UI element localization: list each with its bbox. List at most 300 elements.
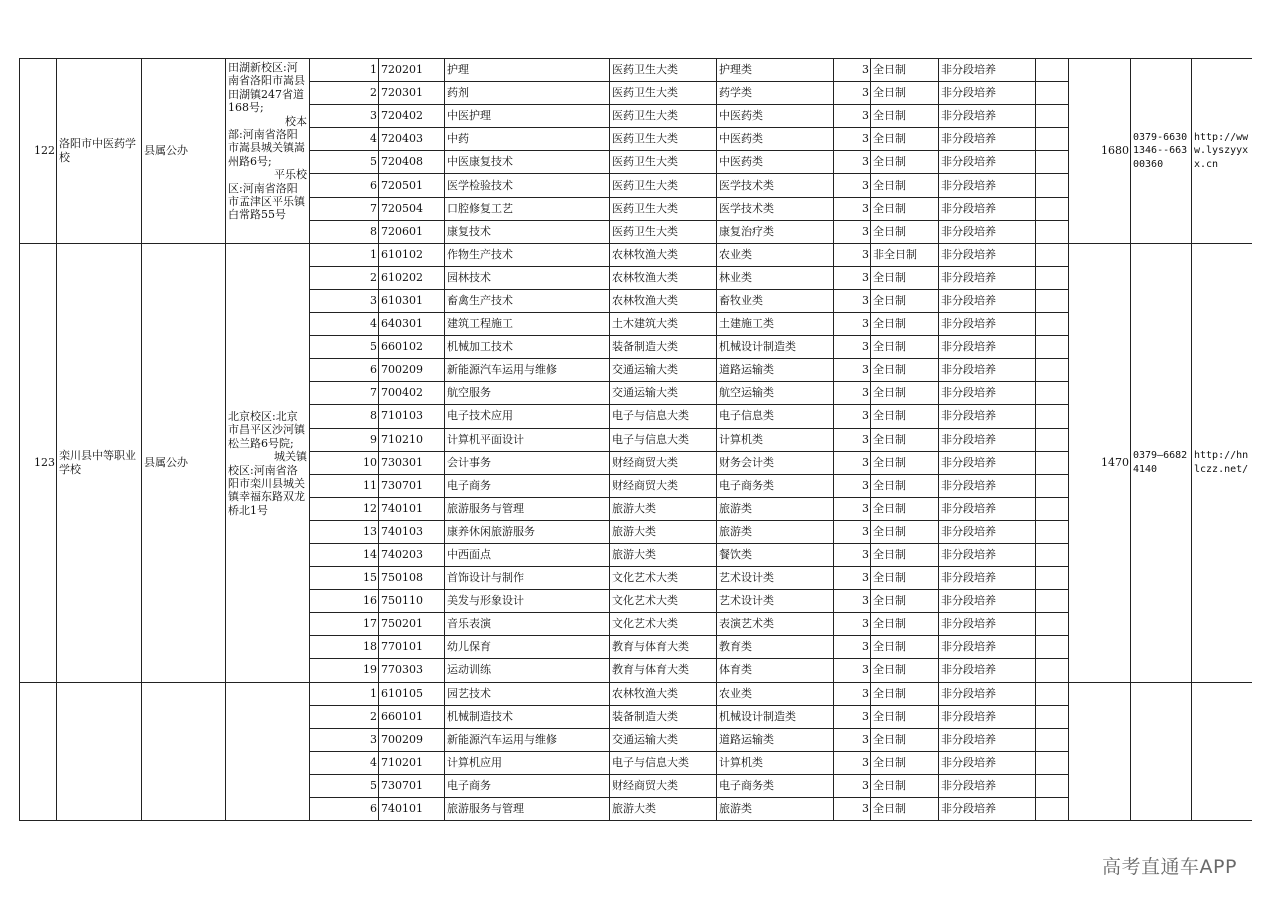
enrollment-table bbox=[19, 58, 1252, 821]
major-category: 医药卫生大类 bbox=[610, 220, 717, 243]
major-code: 740103 bbox=[379, 520, 445, 543]
study-mode: 全日制 bbox=[871, 82, 939, 105]
watermark-text: 高考直通车APP bbox=[1102, 856, 1237, 878]
study-years: 3 bbox=[834, 313, 871, 336]
training-mode: 非分段培养 bbox=[939, 266, 1036, 289]
address-line: 校区:河南省洛阳市栾川县城关镇幸福东路双龙桥北1号 bbox=[228, 463, 305, 517]
major-seq: 13 bbox=[310, 520, 379, 543]
major-class: 护理类 bbox=[717, 59, 834, 82]
major-name: 中西面点 bbox=[445, 543, 610, 566]
major-category: 医药卫生大类 bbox=[610, 59, 717, 82]
study-mode: 全日制 bbox=[871, 751, 939, 774]
major-class: 机械设计制造类 bbox=[717, 705, 834, 728]
study-mode: 全日制 bbox=[871, 590, 939, 613]
training-mode: 非分段培养 bbox=[939, 313, 1036, 336]
study-years: 3 bbox=[834, 659, 871, 682]
major-name: 新能源汽车运用与维修 bbox=[445, 728, 610, 751]
address-line: 北京校区:北京市昌平区沙河镇松兰路6号院; bbox=[228, 410, 305, 450]
major-seq: 7 bbox=[310, 197, 379, 220]
major-code: 730701 bbox=[379, 474, 445, 497]
major-class: 畜牧业类 bbox=[717, 289, 834, 312]
blank-cell bbox=[1036, 659, 1069, 682]
address-line: 城关镇 bbox=[274, 450, 307, 464]
major-class: 旅游类 bbox=[717, 798, 834, 821]
major-code: 720402 bbox=[379, 105, 445, 128]
blank-cell bbox=[1036, 289, 1069, 312]
address-line: 田湖新校区:河南省洛阳市嵩县田湖镇247省道168号; bbox=[228, 61, 305, 115]
major-code: 770101 bbox=[379, 636, 445, 659]
major-seq: 2 bbox=[310, 705, 379, 728]
table-body bbox=[20, 59, 1253, 821]
blank-cell bbox=[1036, 313, 1069, 336]
school-type: 县属公办 bbox=[142, 243, 226, 682]
blank-cell bbox=[1036, 543, 1069, 566]
major-seq: 9 bbox=[310, 428, 379, 451]
study-mode: 全日制 bbox=[871, 128, 939, 151]
study-mode: 全日制 bbox=[871, 59, 939, 82]
study-years: 3 bbox=[834, 151, 871, 174]
contact-phone: 0379-66301346--66300360 bbox=[1131, 59, 1192, 244]
major-code: 730301 bbox=[379, 451, 445, 474]
major-name: 幼儿保育 bbox=[445, 636, 610, 659]
major-name: 航空服务 bbox=[445, 382, 610, 405]
major-class: 餐饮类 bbox=[717, 543, 834, 566]
study-years: 3 bbox=[834, 520, 871, 543]
blank-cell bbox=[1036, 174, 1069, 197]
study-years: 3 bbox=[834, 382, 871, 405]
table-row bbox=[20, 243, 1253, 266]
major-name: 园艺技术 bbox=[445, 682, 610, 705]
study-years: 3 bbox=[834, 682, 871, 705]
study-mode: 全日制 bbox=[871, 359, 939, 382]
major-code: 750201 bbox=[379, 613, 445, 636]
study-mode: 全日制 bbox=[871, 266, 939, 289]
study-mode: 全日制 bbox=[871, 405, 939, 428]
major-code: 710201 bbox=[379, 751, 445, 774]
major-seq: 4 bbox=[310, 313, 379, 336]
table-row bbox=[20, 682, 1253, 705]
major-category: 文化艺术大类 bbox=[610, 567, 717, 590]
study-mode: 全日制 bbox=[871, 567, 939, 590]
major-category: 旅游大类 bbox=[610, 543, 717, 566]
study-years: 3 bbox=[834, 751, 871, 774]
major-category: 旅游大类 bbox=[610, 497, 717, 520]
study-years: 3 bbox=[834, 336, 871, 359]
major-seq: 2 bbox=[310, 266, 379, 289]
major-name: 药剂 bbox=[445, 82, 610, 105]
training-mode: 非分段培养 bbox=[939, 774, 1036, 797]
major-name: 机械加工技术 bbox=[445, 336, 610, 359]
major-seq: 17 bbox=[310, 613, 379, 636]
study-mode: 全日制 bbox=[871, 197, 939, 220]
major-seq: 6 bbox=[310, 174, 379, 197]
blank-cell bbox=[1036, 728, 1069, 751]
contact-phone bbox=[1131, 682, 1192, 821]
study-mode: 全日制 bbox=[871, 728, 939, 751]
major-seq: 1 bbox=[310, 243, 379, 266]
school-address bbox=[226, 682, 310, 821]
major-seq: 4 bbox=[310, 751, 379, 774]
blank-cell bbox=[1036, 266, 1069, 289]
major-code: 610102 bbox=[379, 243, 445, 266]
major-code: 720403 bbox=[379, 128, 445, 151]
blank-cell bbox=[1036, 613, 1069, 636]
blank-cell bbox=[1036, 428, 1069, 451]
major-code: 700209 bbox=[379, 728, 445, 751]
school-name: 洛阳市中医药学校 bbox=[57, 59, 142, 244]
major-category: 交通运输大类 bbox=[610, 382, 717, 405]
study-mode: 全日制 bbox=[871, 497, 939, 520]
training-mode: 非分段培养 bbox=[939, 405, 1036, 428]
study-mode: 全日制 bbox=[871, 105, 939, 128]
study-mode: 全日制 bbox=[871, 613, 939, 636]
major-class: 中医药类 bbox=[717, 151, 834, 174]
major-code: 740101 bbox=[379, 798, 445, 821]
school-type: 县属公办 bbox=[142, 59, 226, 244]
study-years: 3 bbox=[834, 82, 871, 105]
training-mode: 非分段培养 bbox=[939, 474, 1036, 497]
major-class: 旅游类 bbox=[717, 497, 834, 520]
study-mode: 全日制 bbox=[871, 220, 939, 243]
major-code: 710210 bbox=[379, 428, 445, 451]
table-row bbox=[20, 59, 1253, 82]
blank-cell bbox=[1036, 751, 1069, 774]
major-seq: 6 bbox=[310, 359, 379, 382]
training-mode: 非分段培养 bbox=[939, 728, 1036, 751]
website-link[interactable]: http://hnlczz.net/ bbox=[1192, 243, 1253, 682]
training-mode: 非分段培养 bbox=[939, 451, 1036, 474]
blank-cell bbox=[1036, 451, 1069, 474]
school-index: 123 bbox=[20, 243, 57, 682]
major-class: 电子商务类 bbox=[717, 774, 834, 797]
address-line: 部:河南省洛阳市嵩县城关镇嵩州路6号; bbox=[228, 128, 305, 168]
study-years: 3 bbox=[834, 59, 871, 82]
major-seq: 1 bbox=[310, 59, 379, 82]
training-mode: 非分段培养 bbox=[939, 243, 1036, 266]
major-name: 运动训练 bbox=[445, 659, 610, 682]
training-mode: 非分段培养 bbox=[939, 336, 1036, 359]
major-name: 电子商务 bbox=[445, 774, 610, 797]
major-code: 740203 bbox=[379, 543, 445, 566]
study-mode: 全日制 bbox=[871, 543, 939, 566]
study-years: 3 bbox=[834, 105, 871, 128]
training-mode: 非分段培养 bbox=[939, 798, 1036, 821]
major-code: 700209 bbox=[379, 359, 445, 382]
study-years: 3 bbox=[834, 359, 871, 382]
study-years: 3 bbox=[834, 567, 871, 590]
major-category: 医药卫生大类 bbox=[610, 174, 717, 197]
major-category: 电子与信息大类 bbox=[610, 428, 717, 451]
major-class: 医学技术类 bbox=[717, 174, 834, 197]
major-name: 机械制造技术 bbox=[445, 705, 610, 728]
study-mode: 全日制 bbox=[871, 289, 939, 312]
major-code: 720201 bbox=[379, 59, 445, 82]
major-code: 740101 bbox=[379, 497, 445, 520]
major-seq: 11 bbox=[310, 474, 379, 497]
blank-cell bbox=[1036, 359, 1069, 382]
major-name: 中药 bbox=[445, 128, 610, 151]
major-category: 财经商贸大类 bbox=[610, 774, 717, 797]
study-years: 3 bbox=[834, 774, 871, 797]
school-name: 栾川县中等职业学校 bbox=[57, 243, 142, 682]
training-mode: 非分段培养 bbox=[939, 105, 1036, 128]
major-seq: 10 bbox=[310, 451, 379, 474]
school-type bbox=[142, 682, 226, 821]
website-link[interactable] bbox=[1192, 682, 1253, 821]
study-years: 3 bbox=[834, 636, 871, 659]
major-seq: 16 bbox=[310, 590, 379, 613]
major-code: 720504 bbox=[379, 197, 445, 220]
major-code: 660102 bbox=[379, 336, 445, 359]
major-seq: 6 bbox=[310, 798, 379, 821]
school-index bbox=[20, 682, 57, 821]
major-seq: 5 bbox=[310, 774, 379, 797]
major-class: 医学技术类 bbox=[717, 197, 834, 220]
study-years: 3 bbox=[834, 174, 871, 197]
study-years: 3 bbox=[834, 474, 871, 497]
training-mode: 非分段培养 bbox=[939, 82, 1036, 105]
blank-cell bbox=[1036, 798, 1069, 821]
study-years: 3 bbox=[834, 728, 871, 751]
major-code: 700402 bbox=[379, 382, 445, 405]
training-mode: 非分段培养 bbox=[939, 659, 1036, 682]
website-link[interactable]: http://www.lyszyyxx.cn bbox=[1192, 59, 1253, 244]
major-code: 710103 bbox=[379, 405, 445, 428]
study-mode: 全日制 bbox=[871, 151, 939, 174]
major-seq: 3 bbox=[310, 289, 379, 312]
major-code: 640301 bbox=[379, 313, 445, 336]
major-seq: 3 bbox=[310, 105, 379, 128]
major-code: 720601 bbox=[379, 220, 445, 243]
major-category: 医药卫生大类 bbox=[610, 105, 717, 128]
major-code: 750108 bbox=[379, 567, 445, 590]
major-code: 730701 bbox=[379, 774, 445, 797]
major-category: 交通运输大类 bbox=[610, 728, 717, 751]
address-line: 平乐校 bbox=[274, 168, 307, 182]
blank-cell bbox=[1036, 405, 1069, 428]
study-years: 3 bbox=[834, 543, 871, 566]
blank-cell bbox=[1036, 520, 1069, 543]
study-years: 3 bbox=[834, 590, 871, 613]
major-seq: 15 bbox=[310, 567, 379, 590]
training-mode: 非分段培养 bbox=[939, 428, 1036, 451]
blank-cell bbox=[1036, 636, 1069, 659]
study-years: 3 bbox=[834, 405, 871, 428]
study-years: 3 bbox=[834, 451, 871, 474]
study-years: 3 bbox=[834, 428, 871, 451]
major-category: 农林牧渔大类 bbox=[610, 266, 717, 289]
study-mode: 全日制 bbox=[871, 382, 939, 405]
study-years: 3 bbox=[834, 197, 871, 220]
enrollment-count: 1680 bbox=[1069, 59, 1131, 244]
study-mode: 全日制 bbox=[871, 798, 939, 821]
school-address bbox=[226, 243, 310, 682]
major-category: 教育与体育大类 bbox=[610, 659, 717, 682]
major-class: 农业类 bbox=[717, 682, 834, 705]
major-name: 康养休闲旅游服务 bbox=[445, 520, 610, 543]
major-seq: 5 bbox=[310, 336, 379, 359]
major-category: 文化艺术大类 bbox=[610, 613, 717, 636]
blank-cell bbox=[1036, 220, 1069, 243]
school-index: 122 bbox=[20, 59, 57, 244]
study-mode: 全日制 bbox=[871, 474, 939, 497]
major-class: 林业类 bbox=[717, 266, 834, 289]
study-mode: 全日制 bbox=[871, 451, 939, 474]
study-mode: 非全日制 bbox=[871, 243, 939, 266]
study-mode: 全日制 bbox=[871, 659, 939, 682]
major-class: 道路运输类 bbox=[717, 359, 834, 382]
training-mode: 非分段培养 bbox=[939, 289, 1036, 312]
training-mode: 非分段培养 bbox=[939, 382, 1036, 405]
major-category: 交通运输大类 bbox=[610, 359, 717, 382]
study-years: 3 bbox=[834, 243, 871, 266]
major-name: 建筑工程施工 bbox=[445, 313, 610, 336]
major-code: 720501 bbox=[379, 174, 445, 197]
study-mode: 全日制 bbox=[871, 174, 939, 197]
major-class: 道路运输类 bbox=[717, 728, 834, 751]
major-seq: 14 bbox=[310, 543, 379, 566]
training-mode: 非分段培养 bbox=[939, 497, 1036, 520]
major-seq: 8 bbox=[310, 405, 379, 428]
major-code: 610301 bbox=[379, 289, 445, 312]
major-code: 660101 bbox=[379, 705, 445, 728]
blank-cell bbox=[1036, 382, 1069, 405]
blank-cell bbox=[1036, 497, 1069, 520]
blank-cell bbox=[1036, 105, 1069, 128]
major-name: 电子技术应用 bbox=[445, 405, 610, 428]
major-name: 音乐表演 bbox=[445, 613, 610, 636]
study-years: 3 bbox=[834, 289, 871, 312]
enrollment-table-sheet bbox=[19, 58, 1252, 827]
major-name: 首饰设计与制作 bbox=[445, 567, 610, 590]
major-class: 表演艺术类 bbox=[717, 613, 834, 636]
training-mode: 非分段培养 bbox=[939, 682, 1036, 705]
major-class: 航空运输类 bbox=[717, 382, 834, 405]
major-category: 装备制造大类 bbox=[610, 705, 717, 728]
study-years: 3 bbox=[834, 266, 871, 289]
major-category: 教育与体育大类 bbox=[610, 636, 717, 659]
blank-cell bbox=[1036, 567, 1069, 590]
major-name: 医学检验技术 bbox=[445, 174, 610, 197]
major-name: 康复技术 bbox=[445, 220, 610, 243]
study-years: 3 bbox=[834, 128, 871, 151]
major-seq: 1 bbox=[310, 682, 379, 705]
major-name: 新能源汽车运用与维修 bbox=[445, 359, 610, 382]
major-class: 中医药类 bbox=[717, 128, 834, 151]
training-mode: 非分段培养 bbox=[939, 705, 1036, 728]
major-seq: 8 bbox=[310, 220, 379, 243]
major-code: 610202 bbox=[379, 266, 445, 289]
major-seq: 12 bbox=[310, 497, 379, 520]
major-name: 口腔修复工艺 bbox=[445, 197, 610, 220]
blank-cell bbox=[1036, 151, 1069, 174]
major-category: 农林牧渔大类 bbox=[610, 682, 717, 705]
study-years: 3 bbox=[834, 613, 871, 636]
contact-phone: 0379—66824140 bbox=[1131, 243, 1192, 682]
major-class: 中医药类 bbox=[717, 105, 834, 128]
major-class: 教育类 bbox=[717, 636, 834, 659]
blank-cell bbox=[1036, 336, 1069, 359]
major-class: 电子信息类 bbox=[717, 405, 834, 428]
school-name bbox=[57, 682, 142, 821]
major-seq: 19 bbox=[310, 659, 379, 682]
study-mode: 全日制 bbox=[871, 774, 939, 797]
training-mode: 非分段培养 bbox=[939, 751, 1036, 774]
major-code: 720301 bbox=[379, 82, 445, 105]
major-name: 计算机平面设计 bbox=[445, 428, 610, 451]
major-category: 旅游大类 bbox=[610, 520, 717, 543]
training-mode: 非分段培养 bbox=[939, 543, 1036, 566]
major-name: 会计事务 bbox=[445, 451, 610, 474]
address-line: 区:河南省洛阳市孟津区平乐镇白常路55号 bbox=[228, 181, 305, 222]
study-mode: 全日制 bbox=[871, 682, 939, 705]
major-category: 土木建筑大类 bbox=[610, 313, 717, 336]
training-mode: 非分段培养 bbox=[939, 520, 1036, 543]
major-code: 750110 bbox=[379, 590, 445, 613]
major-class: 旅游类 bbox=[717, 520, 834, 543]
blank-cell bbox=[1036, 243, 1069, 266]
blank-cell bbox=[1036, 774, 1069, 797]
blank-cell bbox=[1036, 197, 1069, 220]
major-class: 电子商务类 bbox=[717, 474, 834, 497]
major-category: 财经商贸大类 bbox=[610, 474, 717, 497]
major-category: 医药卫生大类 bbox=[610, 82, 717, 105]
major-class: 财务会计类 bbox=[717, 451, 834, 474]
study-years: 3 bbox=[834, 220, 871, 243]
address-line: 校本 bbox=[285, 114, 307, 128]
major-name: 护理 bbox=[445, 59, 610, 82]
study-mode: 全日制 bbox=[871, 428, 939, 451]
major-name: 中医护理 bbox=[445, 105, 610, 128]
study-years: 3 bbox=[834, 705, 871, 728]
training-mode: 非分段培养 bbox=[939, 613, 1036, 636]
major-class: 艺术设计类 bbox=[717, 590, 834, 613]
training-mode: 非分段培养 bbox=[939, 128, 1036, 151]
training-mode: 非分段培养 bbox=[939, 197, 1036, 220]
major-category: 农林牧渔大类 bbox=[610, 289, 717, 312]
major-name: 园林技术 bbox=[445, 266, 610, 289]
training-mode: 非分段培养 bbox=[939, 174, 1036, 197]
major-name: 美发与形象设计 bbox=[445, 590, 610, 613]
training-mode: 非分段培养 bbox=[939, 151, 1036, 174]
major-seq: 4 bbox=[310, 128, 379, 151]
blank-cell bbox=[1036, 705, 1069, 728]
study-years: 3 bbox=[834, 497, 871, 520]
training-mode: 非分段培养 bbox=[939, 359, 1036, 382]
major-category: 电子与信息大类 bbox=[610, 405, 717, 428]
major-class: 计算机类 bbox=[717, 428, 834, 451]
major-code: 610105 bbox=[379, 682, 445, 705]
enrollment-count: 1470 bbox=[1069, 243, 1131, 682]
study-mode: 全日制 bbox=[871, 705, 939, 728]
major-category: 电子与信息大类 bbox=[610, 751, 717, 774]
study-mode: 全日制 bbox=[871, 313, 939, 336]
training-mode: 非分段培养 bbox=[939, 567, 1036, 590]
major-name: 计算机应用 bbox=[445, 751, 610, 774]
major-class: 机械设计制造类 bbox=[717, 336, 834, 359]
blank-cell bbox=[1036, 59, 1069, 82]
enrollment-count bbox=[1069, 682, 1131, 821]
study-years: 3 bbox=[834, 798, 871, 821]
major-category: 财经商贸大类 bbox=[610, 451, 717, 474]
blank-cell bbox=[1036, 590, 1069, 613]
major-class: 农业类 bbox=[717, 243, 834, 266]
major-seq: 18 bbox=[310, 636, 379, 659]
major-name: 电子商务 bbox=[445, 474, 610, 497]
major-code: 720408 bbox=[379, 151, 445, 174]
major-category: 医药卫生大类 bbox=[610, 197, 717, 220]
blank-cell bbox=[1036, 474, 1069, 497]
